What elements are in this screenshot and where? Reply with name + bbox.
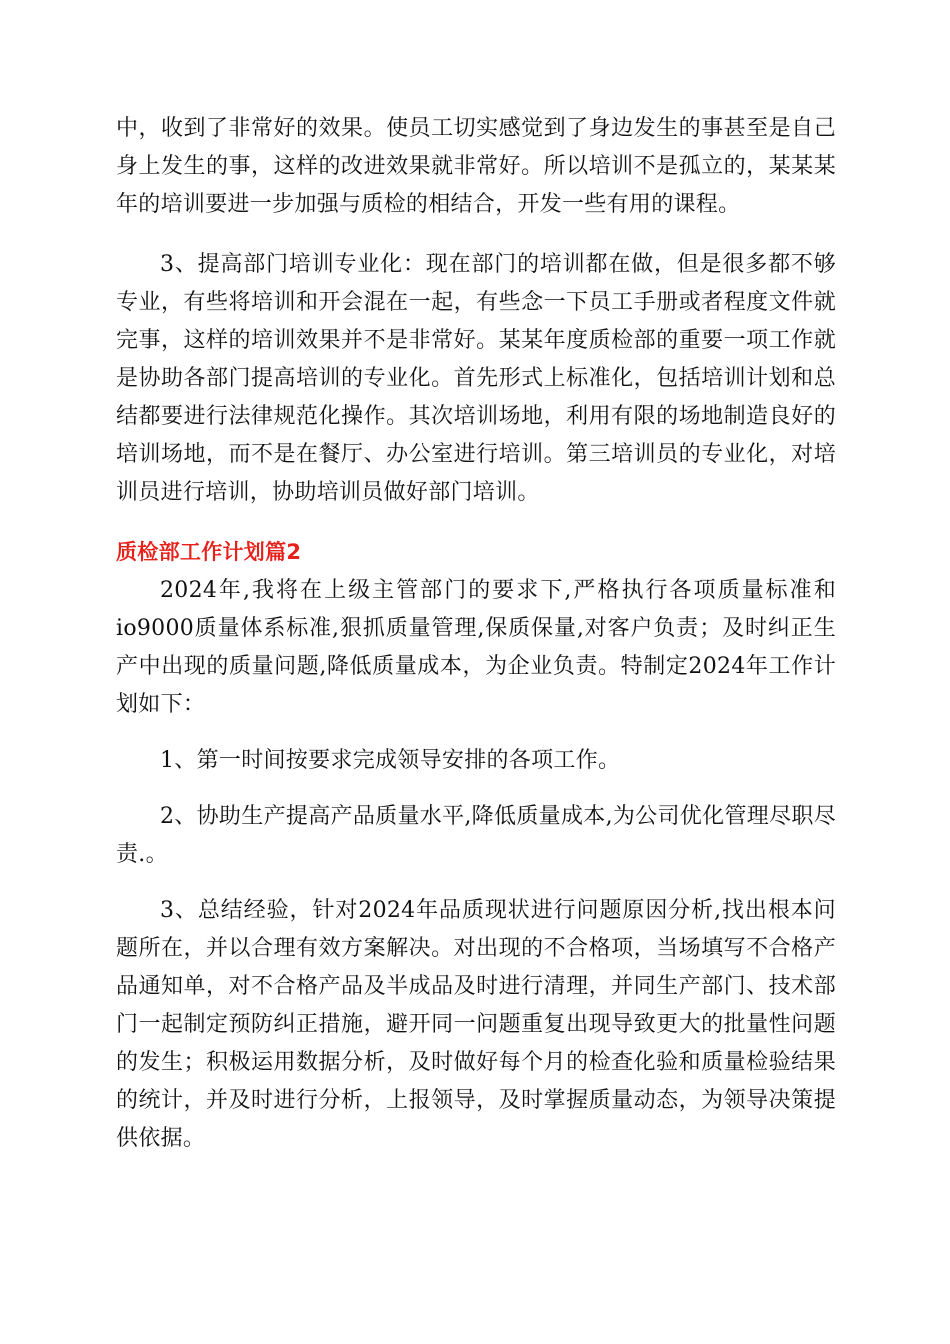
paragraph-plan-item-2: 2、协助生产提高产品质量水平,降低质量成本,为公司优化管理尽职尽责.。 <box>116 804 836 867</box>
paragraph-item-3-training-professionalization: 3、提高部门培训专业化：现在部门的培训都在做，但是很多都不够专业，有些将培训和开会混在一起，有些念一下员工手册或者程度文件就完事，这样的培训效果并不是非常好。某某年度质检部的重要一项工作就是协助各部门提高培训的专业化。首先形式上标准化，包括培训计划和总结都要进行法律规范化操作。其次培训场地，利用有限的场地制造良好的培训场地，而不是在餐厅、办公室进行培训。第三培训员的专业化，对培训员进行培训，协助培训员做好部门培训。 <box>116 252 836 505</box>
section-heading: 质检部工作计划篇2 <box>116 540 302 564</box>
paragraph-plan-item-3: 3、总结经验，针对2024年品质现状进行问题原因分析,找出根本问题所在，并以合理有效方案解决。对出现的不合格项，当场填写不合格产品通知单，对不合格产品及半成品及时进行清理，并同生产部门、技术部门一起制定预防纠正措施，避开同一问题重复出现导致更大的批量性问题的发生；积极运用数据分析，及时做好每个月的检查化验和质量检验结果的统计，并及时进行分析，上报领导，及时掌握质量动态，为领导决策提供依据。 <box>116 898 836 1151</box>
document-body <box>116 110 836 1180</box>
paragraph-2024-intro: 2024年,我将在上级主管部门的要求下,严格执行各项质量标准和io9000质量体系标准,狠抓质量管理,保质保量,对客户负责；及时纠正生产中出现的质量问题,降低质量成本，为企业负责。特制定2024年工作计划如下： <box>116 578 836 717</box>
paragraph-continued-training-effect: 中，收到了非常好的效果。使员工切实感觉到了身边发生的事甚至是自己身上发生的事，这样的改进效果就非常好。所以培训不是孤立的，某某某年的培训要进一步加强与质检的相结合，开发一些有用的课程。 <box>116 116 836 217</box>
paragraph-plan-item-1: 1、第一时间按要求完成领导安排的各项工作。 <box>160 748 621 773</box>
